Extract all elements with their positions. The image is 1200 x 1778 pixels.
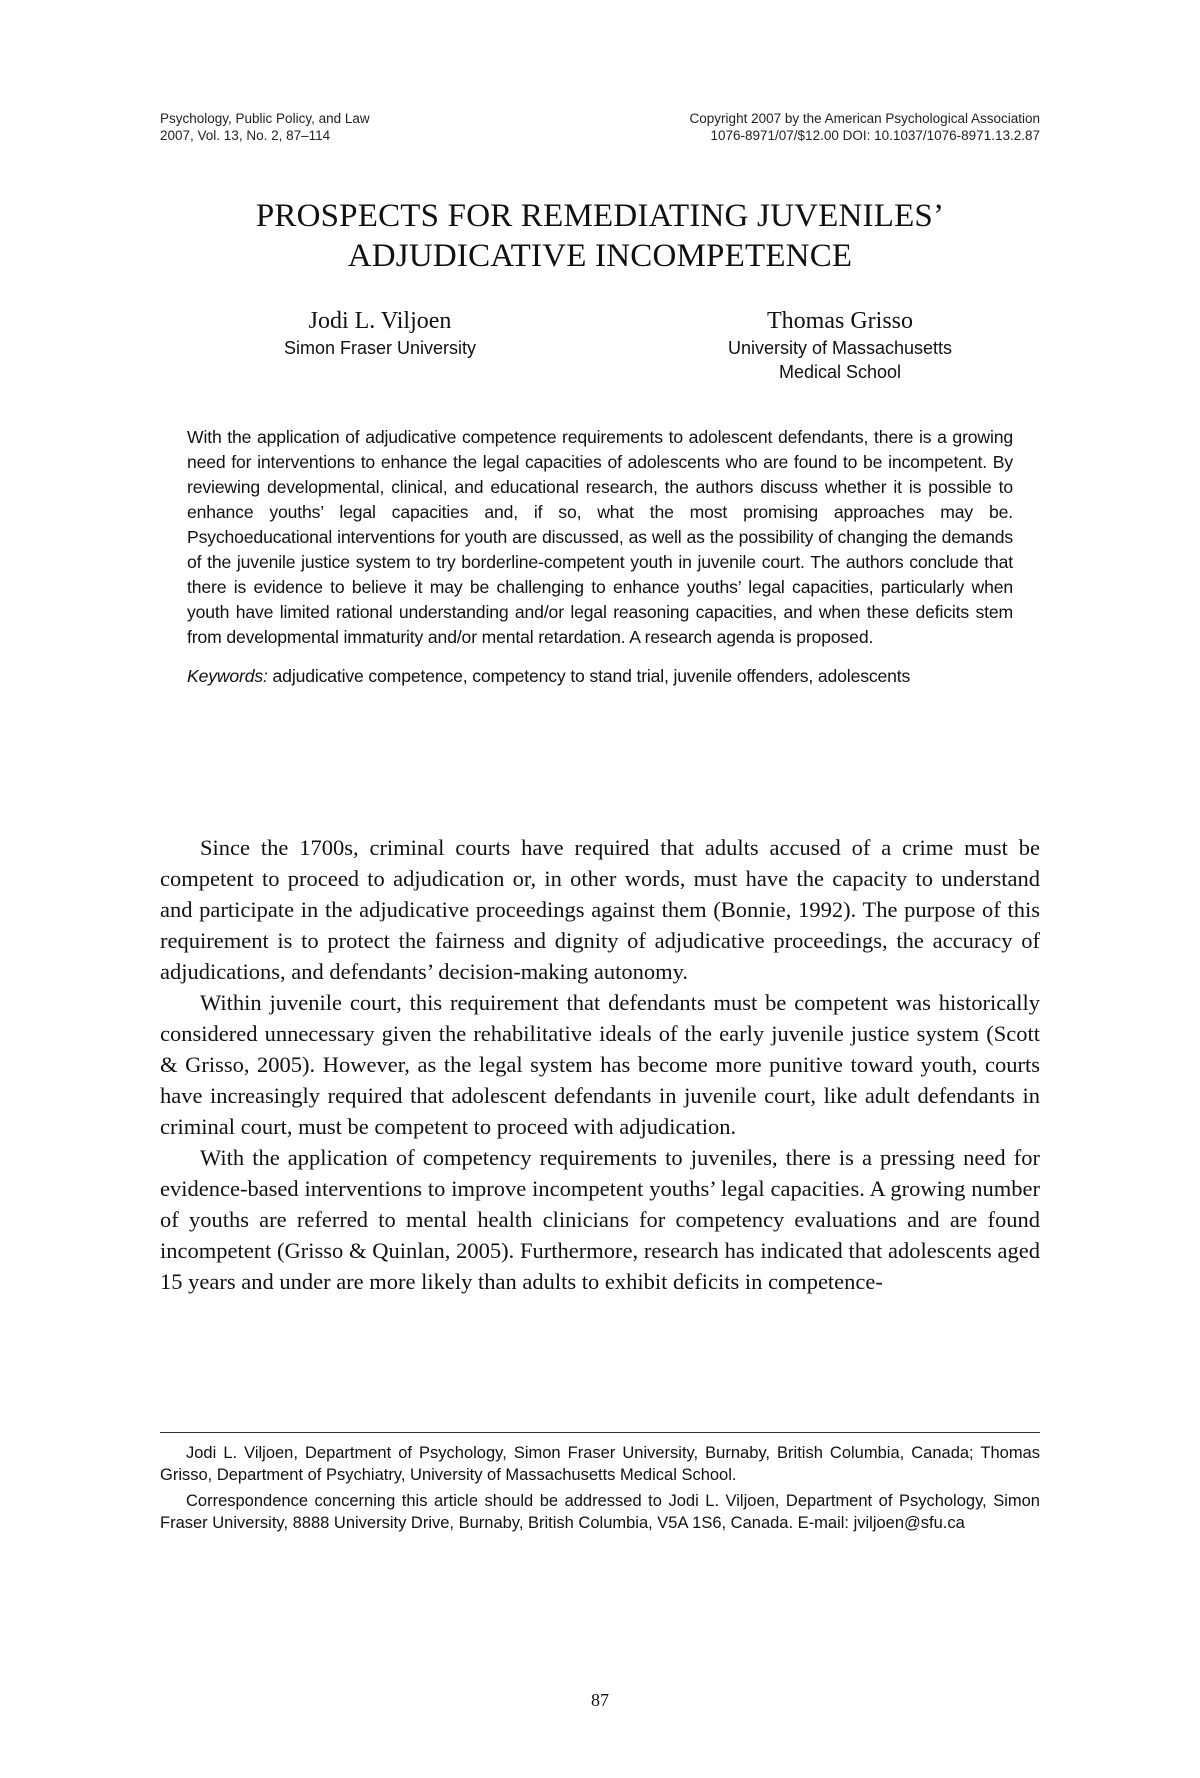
body-paragraph-1: Since the 1700s, criminal courts have required that adults accused of a crime must be competent to proceed to adjudication or, in other words, must have the capacity to understand and participate in the adjudicative proceedings against them (Bonnie, 1992). The purpose of this requirement is to protect the fairness and dignity of adjudicative proceedings, the accuracy of adjudications, and defendants’ decision-making autonomy. [160,835,1040,984]
body-text [160,832,1040,1297]
title-line-2: ADJUDICATIVE INCOMPETENCE [347,238,853,274]
title-line-1: PROSPECTS FOR REMEDIATING JUVENILES’ [255,198,945,234]
journal-name: Psychology, Public Policy, and Law [160,111,370,126]
footnote-divider [160,1432,1040,1433]
article-title [160,196,1040,276]
copyright-block [690,110,1040,144]
correspondence-note: Correspondence concerning this article should be addressed to Jodi L. Viljoen, Department of Psychology, Simon Fraser University, 8888 University Drive, Burnaby, British Columbia, V5A 1S6, Canada. E-mail: jviljoen@sfu.ca [160,1492,1040,1532]
volume-info: 2007, Vol. 13, No. 2, 87–114 [160,128,331,143]
author-affiliation-line-2: Medical School [778,362,902,382]
author-affiliation: Simon Fraser University [283,338,477,358]
copyright-notice: Copyright 2007 by the American Psychological Association [689,111,1040,126]
abstract [187,425,1013,689]
keywords-text: adjudicative competence, competency to stand trial, juvenile offenders, adolescents [272,666,911,686]
body-paragraph-2: Within juvenile court, this requirement that defendants must be competent was historically considered unnecessary given the rehabilitative ideals of the early juvenile justice system (Scott & Grisso, 2005). However, as the legal system has become more punitive toward youth, courts have increasingly required that adolescent defendants in juvenile court, like adult defendants in criminal court, must be competent to proceed with adjudication. [160,990,1040,1139]
doi-line: 1076-8971/07/$12.00 DOI: 10.1037/1076-8971.13.2.87 [710,128,1040,143]
author-note: Jodi L. Viljoen, Department of Psychology, Simon Fraser University, Burnaby, British Columbia, Canada; Thomas Grisso, Department of Psychiatry, University of Massachusetts Medical School. [160,1444,1040,1484]
author-affiliation: University of Massachusetts [727,338,953,358]
author-name: Thomas Grisso [767,308,913,334]
author-2 [660,306,1020,384]
keywords [187,664,1013,689]
author-name: Jodi L. Viljoen [308,308,452,334]
body-paragraph-3: With the application of competency requirements to juveniles, there is a pressing need for evidence-based interventions to improve incompetent youths’ legal capacities. A growing number of youths are referred to mental health clinicians for competency evaluations and are found incompetent (Grisso & Quinlan, 2005). Furthermore, research has indicated that adolescents aged 15 years and under are more likely than adults to exhibit deficits in competence- [160,1145,1040,1294]
page-number: 87 [591,1690,609,1710]
author-1 [220,306,540,360]
abstract-text: With the application of adjudicative competence requirements to adolescent defendants, there is a growing need for interventions to enhance the legal capacities of adolescents who are found to be incompetent. By reviewing developmental, clinical, and educational research, the authors discuss whether it is possible to enhance youths’ legal capacities and, if so, what the most promising approaches may be. Psychoeducational interventions for youth are discussed, as well as the possibility of changing the demands of the juvenile justice system to try borderline-competent youth in juvenile court. The authors conclude that there is evidence to believe it may be challenging to enhance youths’ legal capacities, particularly when youth have limited rational understanding and/or legal reasoning capacities, and when these deficits stem from developmental immaturity and/or mental retardation. A research agenda is proposed. [187,427,1013,647]
author-block [160,306,1040,396]
footnotes [160,1442,1040,1538]
journal-citation [160,110,370,144]
keywords-label: Keywords: [187,666,268,686]
